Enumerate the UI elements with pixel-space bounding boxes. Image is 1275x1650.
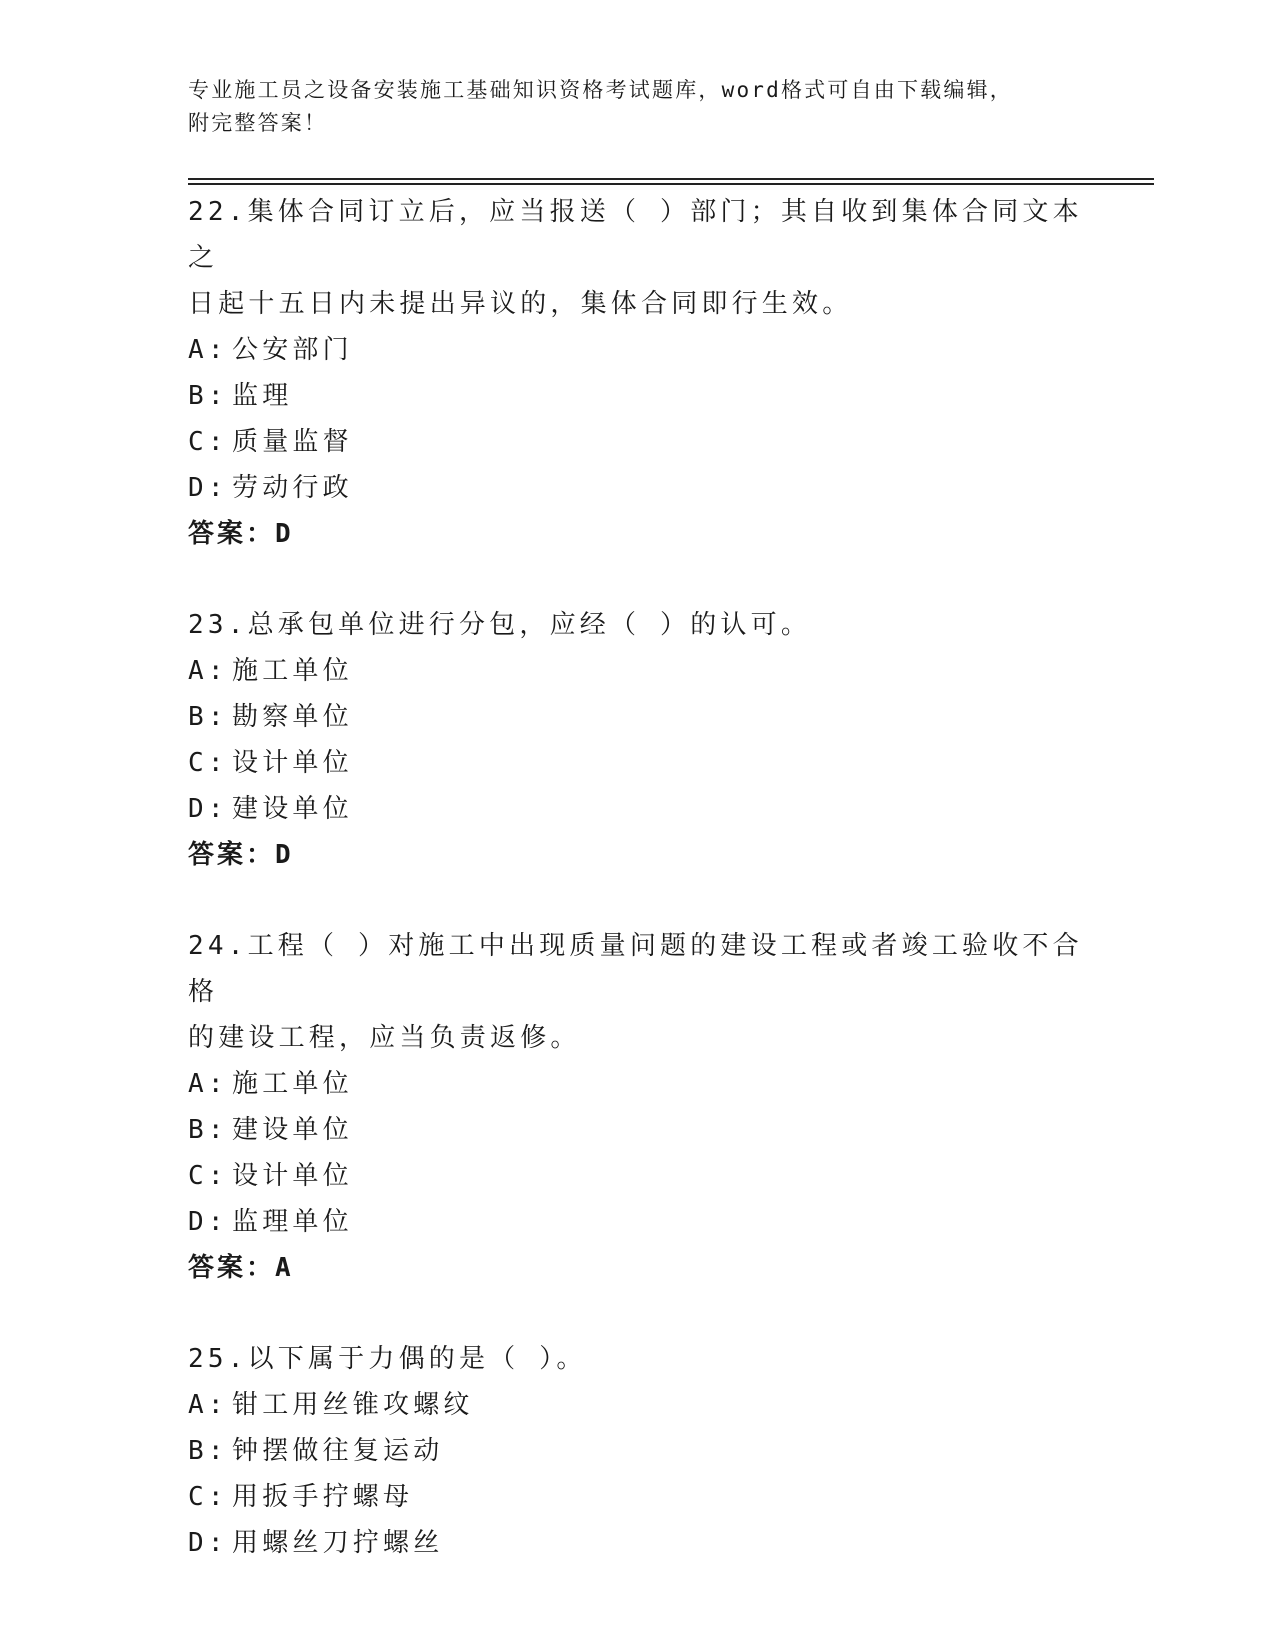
option-letter: B: [188, 381, 228, 411]
option-text: 设计单位 [232, 1161, 353, 1191]
question-text-line-1: 总承包单位进行分包，应经（ ）的认可。 [247, 610, 812, 640]
option-text: 监理 [232, 381, 293, 411]
answer-line [188, 832, 1088, 878]
question-text-line-1: 集体合同订立后，应当报送（ ）部门；其自收到集体合同文本之 [188, 197, 1083, 273]
answer-line [188, 1245, 1088, 1291]
option-d [188, 786, 1088, 832]
header-line-1: 专业施工员之设备安装施工基础知识资格考试题库，word格式可自由下载编辑， [188, 78, 1013, 102]
header-divider-top [188, 178, 1154, 180]
option-text: 质量监督 [232, 427, 353, 457]
option-d [188, 1520, 1088, 1566]
answer-label: 答案： [188, 1253, 276, 1283]
option-text: 钟摆做往复运动 [232, 1436, 444, 1466]
question-list [188, 189, 1088, 1611]
option-letter: D: [188, 794, 228, 824]
question-number: 24. [188, 931, 248, 961]
option-b [188, 1428, 1088, 1474]
answer-line [188, 511, 1088, 557]
option-letter: A: [188, 656, 228, 686]
option-letter: C: [188, 427, 228, 457]
answer-label: 答案： [188, 840, 276, 870]
question-22 [188, 189, 1088, 557]
option-a [188, 1382, 1088, 1428]
question-23 [188, 602, 1088, 878]
option-b [188, 1107, 1088, 1153]
option-letter: C: [188, 1161, 228, 1191]
option-letter: A: [188, 1390, 228, 1420]
option-a [188, 648, 1088, 694]
option-text: 用螺丝刀拧螺丝 [232, 1528, 444, 1558]
answer-value: D [275, 840, 294, 870]
option-letter: A: [188, 335, 228, 365]
option-d [188, 465, 1088, 511]
option-letter: D: [188, 1207, 228, 1237]
option-d [188, 1199, 1088, 1245]
option-a [188, 327, 1088, 373]
question-number: 22. [188, 197, 248, 227]
answer-value: A [275, 1253, 294, 1283]
header-divider-bottom [188, 183, 1154, 185]
option-c [188, 1474, 1088, 1520]
option-text: 用扳手拧螺母 [232, 1482, 414, 1512]
option-c [188, 419, 1088, 465]
option-b [188, 694, 1088, 740]
option-letter: D: [188, 473, 228, 503]
option-letter: C: [188, 748, 228, 778]
option-text: 劳动行政 [232, 473, 353, 503]
option-text: 公安部门 [232, 335, 353, 365]
option-letter: B: [188, 702, 228, 732]
option-letter: A: [188, 1069, 228, 1099]
option-letter: B: [188, 1115, 228, 1145]
question-text-line-2: 日起十五日内未提出异议的，集体合同即行生效。 [188, 289, 853, 319]
option-text: 建设单位 [232, 1115, 353, 1145]
option-letter: D: [188, 1528, 228, 1558]
question-text-line-2: 的建设工程，应当负责返修。 [188, 1023, 581, 1053]
option-c [188, 740, 1088, 786]
question-stem [188, 923, 1088, 1015]
option-b [188, 373, 1088, 419]
option-text: 设计单位 [232, 748, 353, 778]
option-text: 钳工用丝锥攻螺纹 [232, 1390, 474, 1420]
question-24 [188, 923, 1088, 1291]
answer-value: D [275, 519, 294, 549]
question-stem [188, 189, 1088, 281]
option-text: 监理单位 [232, 1207, 353, 1237]
answer-label: 答案： [188, 519, 276, 549]
question-text-line-1: 工程（ ）对施工中出现质量问题的建设工程或者竣工验收不合格 [188, 931, 1083, 1007]
option-letter: C: [188, 1482, 228, 1512]
option-a [188, 1061, 1088, 1107]
question-stem [188, 1336, 1088, 1382]
option-letter: B: [188, 1436, 228, 1466]
option-text: 施工单位 [232, 1069, 353, 1099]
option-text: 勘察单位 [232, 702, 353, 732]
question-stem [188, 602, 1088, 648]
document-header [188, 74, 1088, 140]
option-text: 施工单位 [232, 656, 353, 686]
option-c [188, 1153, 1088, 1199]
question-25 [188, 1336, 1088, 1566]
question-number: 25. [188, 1344, 248, 1374]
question-text-line-1: 以下属于力偶的是（ ）。 [247, 1344, 587, 1374]
question-number: 23. [188, 610, 248, 640]
header-line-2: 附完整答案！ [188, 111, 328, 135]
option-text: 建设单位 [232, 794, 353, 824]
